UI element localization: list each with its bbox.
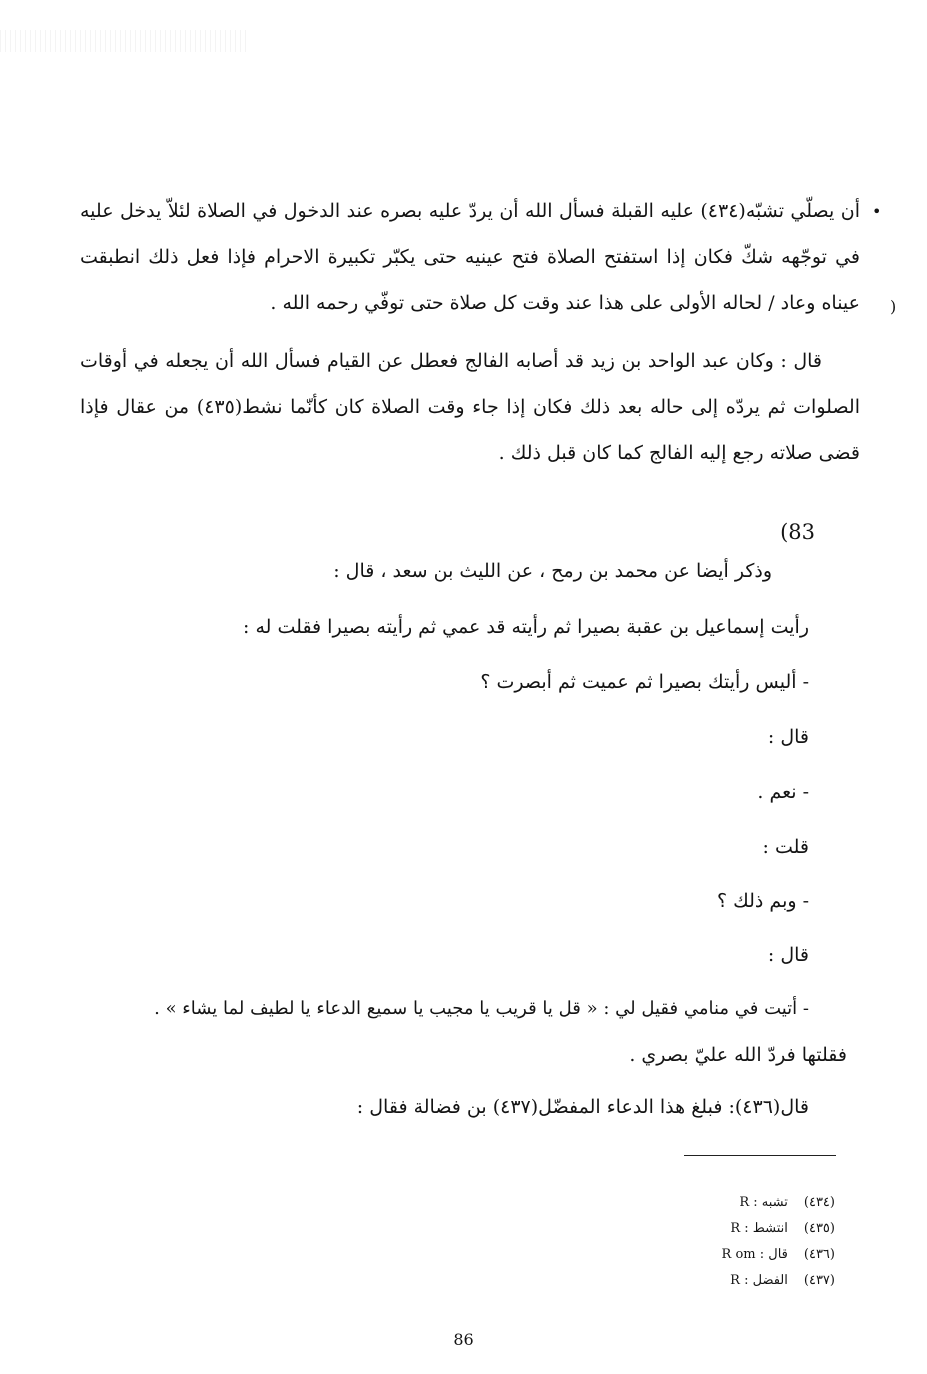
- section-number: (83: [780, 520, 815, 544]
- footnote-number: (٤٣٧): [803, 1273, 835, 1288]
- footnote-text: تشبه : R: [739, 1195, 788, 1210]
- text-line-9: - أتيت في منامي فقيل لي : « قل يا قريب يا مجيب يا سميع الدعاء يا لطيف لما يشاء » .: [154, 998, 809, 1019]
- scan-noise: [0, 30, 250, 52]
- paragraph-2: قال : وكان عبد الواحد بن زيد قد أصابه الفالج فعطل عن القيام فسأل الله أن يجعله في أوقات الصلوات ثم يردّه إلى حاله بعد ذلك فكان إذا جاء وقت الصلاة كان كأنّما نشط(٤٣٥) من عقال فإذا قضى صلاته رجع إليه الفالج كما كان قبل ذلك .: [80, 350, 860, 464]
- footnote-number: (٤٣٦): [803, 1247, 835, 1262]
- text-line-7: - وبم ذلك ؟: [717, 890, 809, 912]
- paragraph-1: أن يصلّي تشبّه(٤٣٤) عليه القبلة فسأل الله أن يردّ عليه بصره عند الدخول في الصلاة لئلاّ يدخل عليه في توجّهه شكّ فكان إذا استفتح الصلاة فتح عينيه حتى يكبّر تكبيرة الاحرام فإذا فعل ذلك انطبقت عيناه وعاد / لحاله الأولى على هذا عند وقت كل صلاة حتى توفّي رحمه الله .: [80, 200, 860, 314]
- footnote-item: [722, 1190, 835, 1216]
- text-line-1: وذكر أيضا عن محمد بن رمح ، عن الليث بن سعد ، قال :: [333, 560, 772, 582]
- margin-bullet: •: [872, 202, 882, 221]
- footnote-number: (٤٣٥): [803, 1221, 835, 1236]
- text-line-3: - أليس رأيتك بصيرا ثم عميت ثم أبصرت ؟: [480, 671, 809, 693]
- text-line-2: رأيت إسماعيل بن عقبة بصيرا ثم رأيته قد عمي ثم رأيته بصيرا فقلت له :: [243, 616, 809, 638]
- footnote-item: [722, 1268, 835, 1294]
- text-line-6: قلت :: [762, 836, 809, 858]
- text-line-8: قال :: [767, 944, 809, 966]
- footnote-text: قال : R om: [721, 1247, 788, 1262]
- footnote-item: [722, 1216, 835, 1242]
- page-number: 86: [453, 1330, 474, 1349]
- text-line-11: قال(٤٣٦): فبلغ هذا الدعاء المفضّل(٤٣٧) بن فضالة فقال :: [356, 1096, 809, 1118]
- footnote-number: (٤٣٤): [803, 1195, 835, 1210]
- margin-parenthesis: ): [890, 297, 897, 316]
- footnote-text: الفضل : R: [730, 1273, 788, 1288]
- footnote-item: [722, 1242, 835, 1268]
- footnote-separator: [684, 1155, 836, 1156]
- footnote-text: انتشط : R: [730, 1221, 788, 1236]
- text-line-5: - نعم .: [757, 781, 809, 803]
- text-line-4: قال :: [767, 726, 809, 748]
- footnotes: [722, 1190, 835, 1294]
- text-line-10: فقلتها فردّ الله عليّ بصري .: [629, 1044, 847, 1066]
